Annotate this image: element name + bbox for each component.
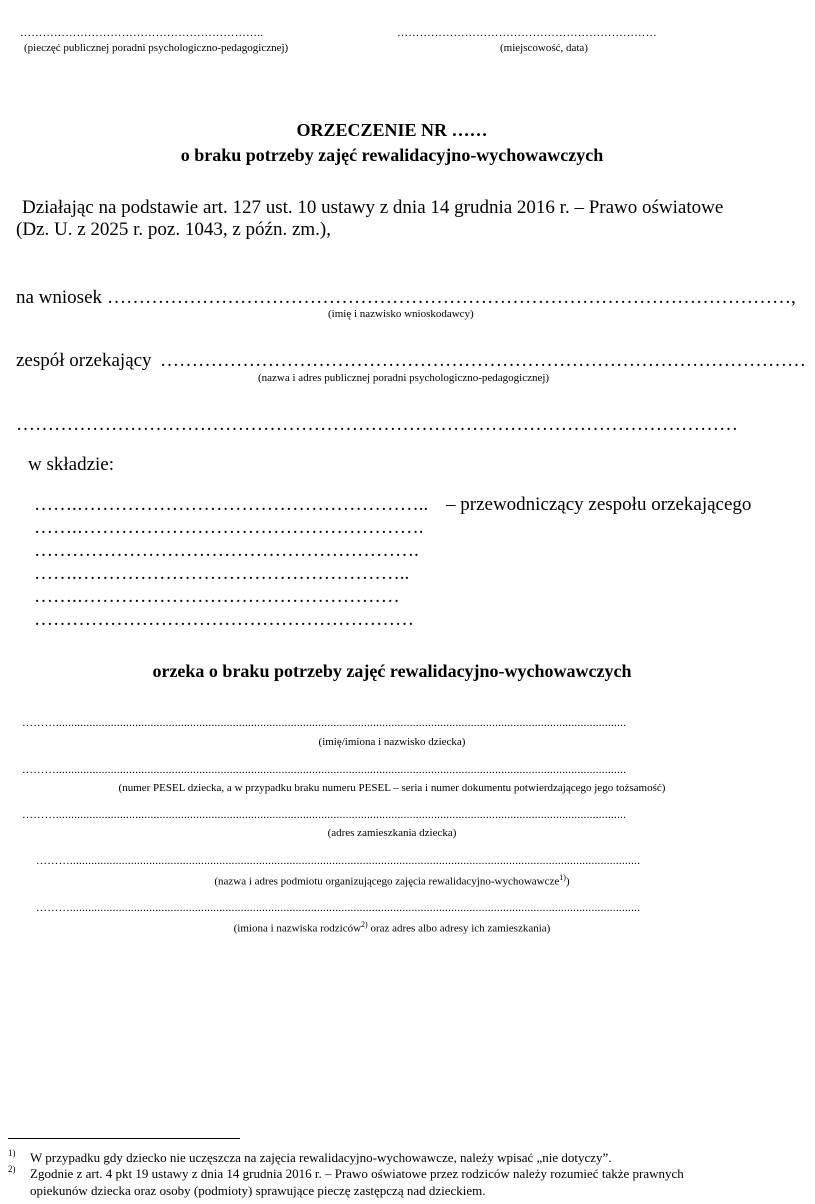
- legal-basis-line2: (Dz. U. z 2025 r. poz. 1043, z późn. zm.),: [16, 219, 332, 240]
- child-name-caption: (imię/imiona i nazwisko dziecka): [318, 736, 466, 748]
- footnote-separator: [8, 1138, 240, 1139]
- pesel-caption: (numer PESEL dziecka, a w przypadku braku numeru PESEL – seria i numer dokumentu potwierdzającego jego tożsamość): [118, 782, 666, 794]
- document-subtitle: o braku potrzeby zajęć rewalidacyjno-wychowawczych: [180, 145, 604, 165]
- member-line: ……………………………………………………: [34, 609, 414, 630]
- legal-basis-line1: Działając na podstawie art. 127 ust. 10 ustawy z dnia 14 grudnia 2016 r. – Prawo oświatowe: [22, 197, 724, 218]
- pesel-dots: ………...........................................................................................................................................................................................: [22, 764, 627, 776]
- team-label: zespół orzekający: [16, 350, 152, 371]
- organizer-caption: (nazwa i adres podmiotu organizującego zajęcia rewalidacyjno-wychowawcze$^{1)}$): [214, 873, 570, 888]
- ruling-heading: orzeka o braku potrzeby zajęć rewalidacyjno-wychowawczych: [152, 661, 632, 681]
- address-dots: ………...........................................................................................................................................................................................: [22, 809, 627, 821]
- parents-caption: (imiona i nazwiska rodziców$^{2)}$ oraz adres albo adresy ich zamieszkania): [233, 920, 551, 935]
- member-line: …….……………………………………………….: [34, 517, 424, 538]
- stamp-caption: (pieczęć publicznej poradni psychologiczno-pedagogicznej): [24, 42, 289, 54]
- footnote-mark-1: 1): [8, 1148, 16, 1158]
- team-dots-line2: ……………………………………………………………………………………………………: [16, 414, 738, 435]
- composition-label: w składzie:: [28, 454, 115, 475]
- chair-role: – przewodniczący zespołu orzekającego: [446, 494, 752, 515]
- organizer-dots: ………...........................................................................................................................................................................................: [36, 855, 641, 867]
- member-line: …………………………………………………….: [34, 540, 419, 561]
- footnote-mark-2: 2): [8, 1164, 16, 1174]
- stamp-dots: ………………………………………………………..: [20, 27, 264, 39]
- chair-dots: …….………………………………………………..: [34, 494, 429, 515]
- footnote-2-cont: opiekunów dziecka oraz osoby (podmioty) sprawujące pieczę zastępczą nad dzieckiem.: [30, 1183, 486, 1198]
- document-title: ORZECZENIE NR ……: [296, 120, 488, 140]
- child-name-dots: ………...........................................................................................................................................................................................: [22, 717, 627, 729]
- address-caption: (adres zamieszkania dziecka): [327, 827, 457, 839]
- parents-dots: ………...........................................................................................................................................................................................: [36, 902, 641, 914]
- footnote-2: Zgodnie z art. 4 pkt 19 ustawy z dnia 14 grudnia 2016 r. – Prawo oświatowe przez rodziców należy rozumieć także prawnych: [30, 1166, 684, 1181]
- member-line: …….……………………………………………: [34, 586, 400, 607]
- footnote-1: W przypadku gdy dziecko nie uczęszcza na zajęcia rewalidacyjno-wychowawcze, należy wpisać „nie dotyczy”.: [30, 1150, 612, 1165]
- request-label: na wniosek: [16, 287, 103, 308]
- team-caption: (nazwa i adres publicznej poradni psychologiczno-pedagogicznej): [258, 372, 550, 384]
- member-line: …….……………………………………………..: [34, 563, 410, 584]
- request-caption: (imię i nazwisko wnioskodawcy): [328, 308, 474, 320]
- team-dots: …………………………………………………………………………………………: [160, 350, 806, 371]
- place-date-dots: ……………………………………………………………: [397, 27, 657, 39]
- place-date-caption: (miejscowość, data): [500, 42, 588, 54]
- request-dots: ………………………………………………………………………………………………,: [107, 287, 796, 308]
